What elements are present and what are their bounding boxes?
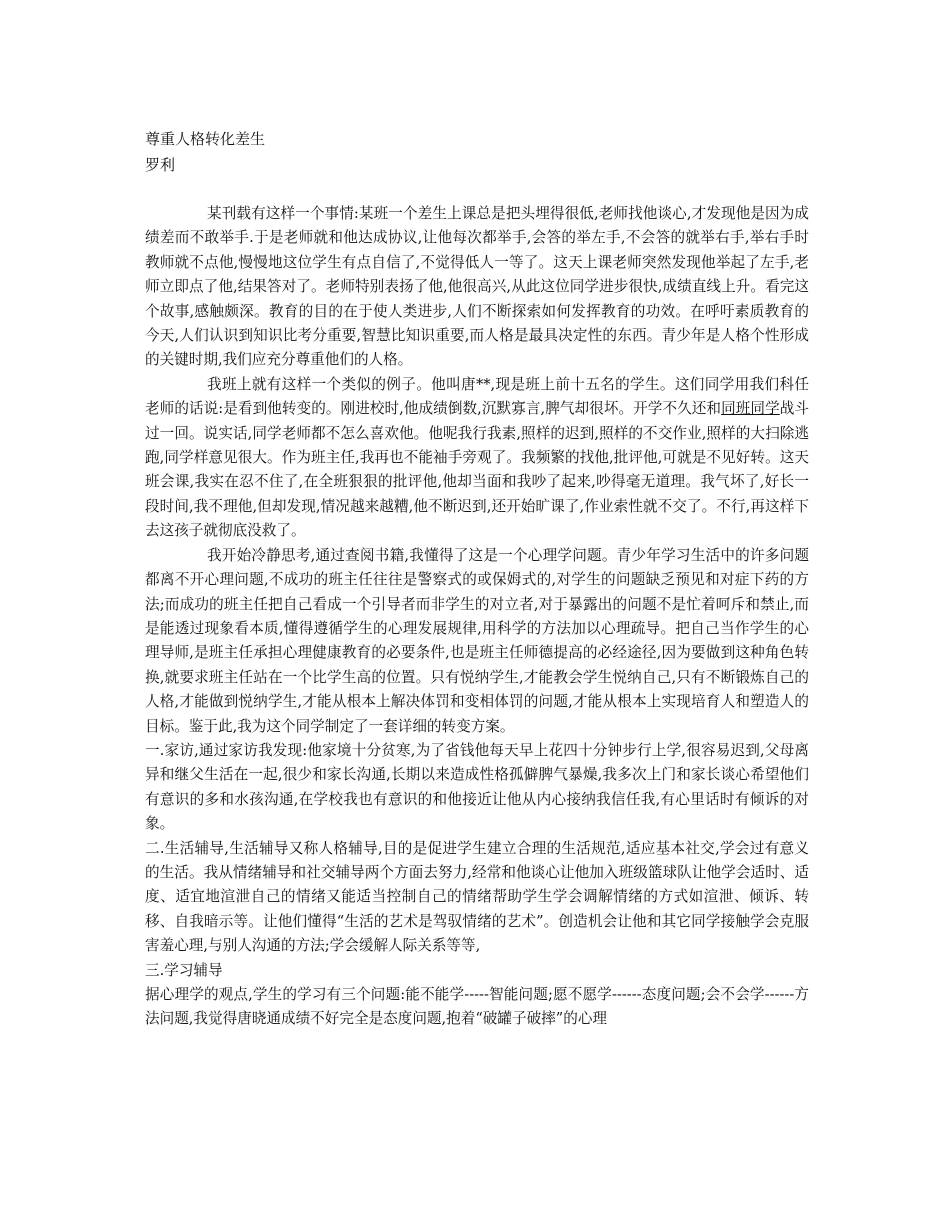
paragraph-example xyxy=(145,373,809,544)
document-page xyxy=(145,126,809,1032)
section-home-visit: 一.家访,通过家访我发现:他家境十分贫寒,为了省钱他每天早上花四十分钟步行上学,很容易迟到,父母离异和继父生活在一起,很少和家长沟通,长期以来造成性格孤僻脾气暴燥,我多次上门和家长谈心希望他们有意识的多和水孩沟通,在学校我也有意识的和他接近让他从内心接纳我信任我,有心里话时有倾诉的对象。 xyxy=(145,741,809,833)
classmate-link[interactable]: 同班同学 xyxy=(721,400,780,418)
section-study-body: 据心理学的观点,学生的学习有三个问题:能不能学-----智能问题;愿不愿学------态度问题;会不会学------方法问题,我觉得唐晓通成绩不好完全是态度问题,抱着“破罐子破摔”的心理 xyxy=(145,986,809,1028)
section-study-heading: 三.学习辅导 xyxy=(145,961,223,979)
paragraph-example-text-b: 战斗过一回。说实话,同学老师都不怎么喜欢他。他呢我行我素,照样的迟到,照样的不交作业,照样的大扫除逃跑,同学样意见很大。作为班主任,我再也不能袖手旁观了。我频繁的找他,批评他,可就是不见好转。这天班会课,我实在忍不住了,在全班狠狠的批评他,他却当面和我吵了起来,吵得毫无道理。我气坏了,好长一段时间,我不理他,但却发现,情况越来越糟,他不断迟到,还开始旷课了,作业索性就不交了。不行,再这样下去这孩子就彻底没救了。 xyxy=(145,400,809,540)
paragraph-intro: 某刊载有这样一个事情:某班一个差生上课总是把头埋得很低,老师找他谈心,才发现他是因为成绩差而不敢举手.于是老师就和他达成协议,让他每次都举手,会答的举左手,不会答的就举右手,举右手时教师就不点他,慢慢地这位学生有点自信了,不觉得低人一等了。这天上课老师突然发现他举起了左手,老师立即点了他,结果答对了。老师特别表扬了他,他很高兴,从此这位同学进步很快,成绩直线上升。看完这个故事,感触颇深。教育的目的在于使人类进步,人们不断探索如何发挥教育的功效。在呼吁素质教育的今天,人们认识到知识比考分重要,智慧比知识重要,而人格是最具决定性的东西。青少年是人格个性形成的关键时期,我们应充分尊重他们的人格。 xyxy=(145,205,809,369)
spacer xyxy=(145,178,809,202)
paragraph-example-text-a: 我班上就有这样一个类似的例子。他叫唐**,现是班上前十五名的学生。这们同学用我们科任老师的话说:是看到他转变的。刚进校时,他成绩倒数,沉默寡言,脾气却很坏。开学不久还和 xyxy=(145,375,809,418)
section-life-guidance: 二.生活辅导,生活辅导又称人格辅导,目的是促进学生建立合理的生活规范,适应基本社交,学会过有意义的生活。我从情绪辅导和社交辅导两个方面去努力,经常和他谈心让他加入班级篮球队让他学会适时、适度、适宜地渲泄自己的情绪又能适当控制自己的情绪帮助学生学会调解情绪的方式如渲泄、倾诉、转移、自我暗示等。让他们懂得“生活的艺术是驾驭情绪的艺术”。创造机会让他和其它同学接触学会克服害羞心理,与别人沟通的方法;学会缓解人际关系等等, xyxy=(145,839,809,955)
document-author: 罗利 xyxy=(145,156,176,174)
paragraph-reflection: 我开始冷静思考,通过查阅书籍,我懂得了这是一个心理学问题。青少年学习生活中的许多问题都离不开心理问题,不成功的班主任往往是警察式的或保姆式的,对学生的问题缺乏预见和对症下药的方法;而成功的班主任把自己看成一个引导者而非学生的对立者,对于暴露出的问题不是忙着呵斥和禁止,而是能透过现象看本质,懂得遵循学生的心理发展规律,用科学的方法加以心理疏导。把自己当作学生的心理导师,是班主任承担心理健康教育的必要条件,也是班主任师德提高的必经途径,因为要做到这种角色转换,就要求班主任站在一个比学生高的位置。只有悦纳学生,才能教会学生悦纳自己,只有不断锻炼自己的人格,才能做到悦纳学生,才能从根本上解决体罚和变相体罚的问题,才能从根本上实现培育人和塑造人的目标。鉴于此,我为这个同学制定了一套详细的转变方案。 xyxy=(145,546,809,735)
document-title: 尊重人格转化差生 xyxy=(145,130,266,148)
